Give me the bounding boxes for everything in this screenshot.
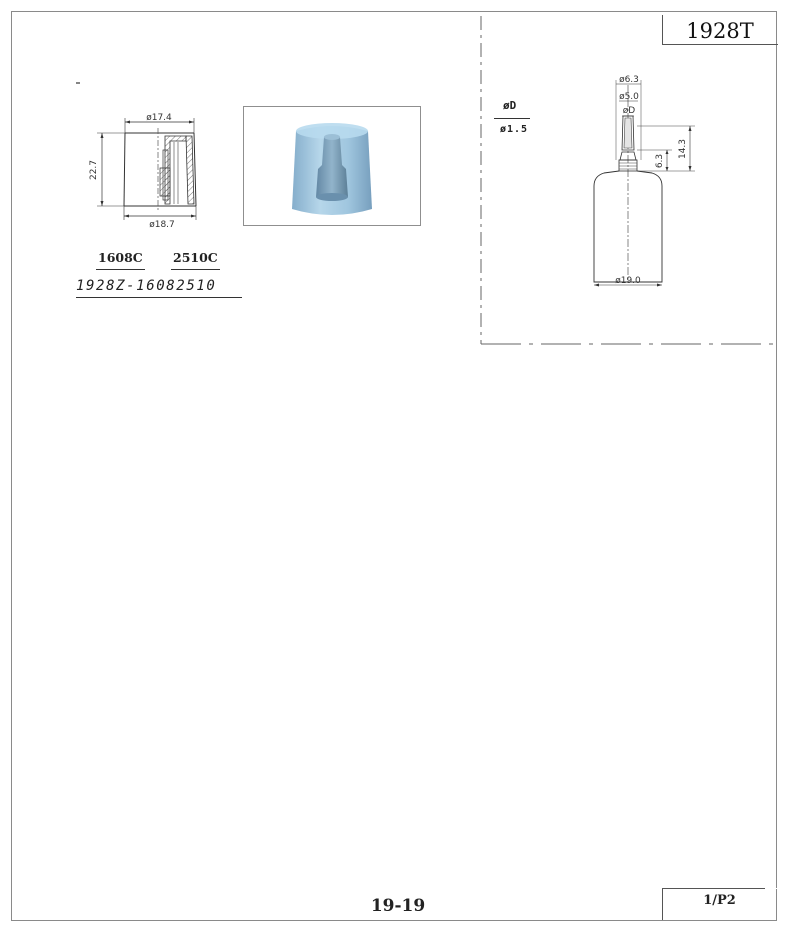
bottle-dim-d1: ø6.3 — [619, 75, 639, 85]
cap-bottom-diameter: ø18.7 — [149, 220, 175, 230]
side-label-top: øD — [503, 99, 517, 112]
cap-render-graphic — [244, 107, 420, 225]
part-tag-label: 1608C — [98, 250, 143, 265]
cap-drawing — [80, 105, 210, 235]
bottle-dim-h1: 14.3 — [678, 138, 688, 160]
cap-height: 22.7 — [89, 159, 99, 181]
bottle-dim-d3: øD — [622, 106, 636, 116]
part-number-underline — [76, 297, 242, 298]
page-number: 1/P2 — [703, 893, 736, 908]
drawing-code: 1928T — [686, 19, 754, 43]
bottle-dim-d2: ø5.0 — [619, 92, 639, 102]
bottle-dim-h2: 6.3 — [655, 153, 665, 169]
bottle-drawing — [580, 65, 700, 290]
side-label-divider — [494, 118, 530, 119]
scale-label: 19-19 — [370, 896, 426, 916]
cap-render-image — [243, 106, 421, 226]
part-number: 1928Z-16082510 — [76, 278, 217, 294]
part-tag-label: 2510C — [173, 250, 218, 265]
part-tag-1608c — [98, 250, 143, 265]
cap-top-diameter: ø17.4 — [146, 113, 172, 123]
part-tag-2510c — [173, 250, 218, 265]
side-label-bottom: ø1.5 — [500, 124, 529, 135]
bottle-body-diameter: ø19.0 — [615, 276, 641, 286]
